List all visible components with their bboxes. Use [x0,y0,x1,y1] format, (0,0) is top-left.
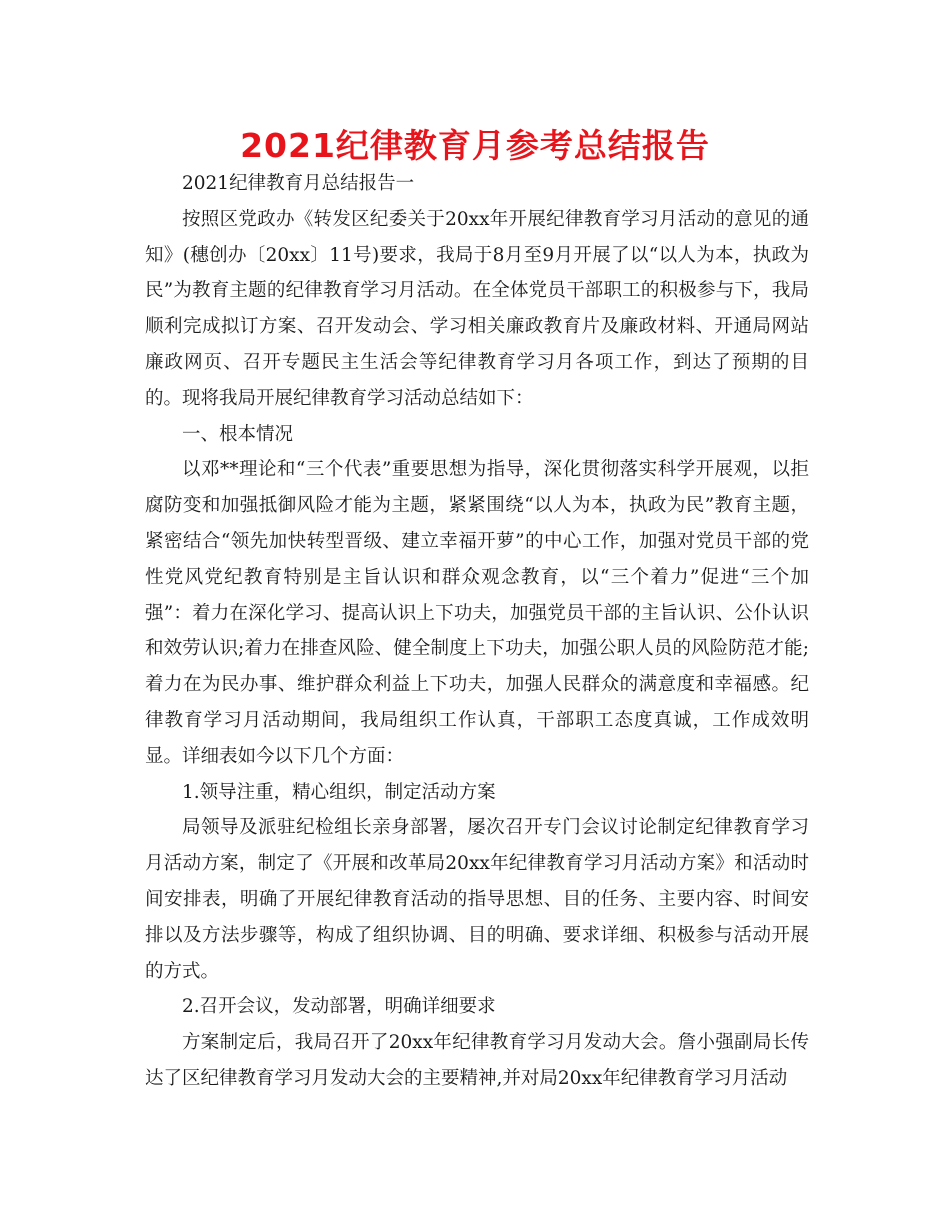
subsection-heading: 1.领导注重，精心组织，制定活动方案 [182,781,496,803]
subsection-paragraph: 方案制定后，我局召开了20xx年纪律教育学习月发动大会。詹小强副局长传达了区纪律教育学习月发动大会的主要精神,并对局20xx年纪律教育学习月活动 [145,1032,809,1089]
subsection-heading: 2.召开会议，发动部署，明确详细要求 [182,996,496,1018]
subsection-paragraph: 局领导及派驻纪检组长亲身部署，屡次召开专门会议讨论制定纪律教育学习月活动方案，制定了《开展和改革局20xx年纪律教育学习月活动方案》和活动时间安排表，明确了开展纪律教育活动的指导思想、目的任务、主要内容、时间安排以及方法步骤等，构成了组织协调、目的明确、要求详细、积极参与活动开展的方式。 [145,817,809,982]
section-heading: 一、根本情况 [182,423,294,445]
subtitle-paragraph: 2021纪律教育月总结报告一 [182,173,415,194]
intro-paragraph: 按照区党政办《转发区纪委关于20xx年开展纪律教育学习月活动的意见的通知》(穗创办〔20xx〕11号)要求，我局于8月至9月开展了以“以人为本，执政为民”为教育主题的纪律教育学习月活动。在全体党员干部职工的积极参与下，我局顺利完成拟订方案、召开发动会、学习相关廉政教育片及廉政材料、开通局网站廉政网页、召开专题民主生活会等纪律教育学习月各项工作，到达了预期的目的。现将我局开展纪律教育学习活动总结如下： [145,208,809,409]
section-paragraph: 以邓**理论和“三个代表”重要思想为指导，深化贯彻落实科学开展观，以拒腐防变和加强抵御风险才能为主题，紧紧围绕“以人为本，执政为民”教育主题，紧密结合“领先加快转型晋级、建立幸福开萝”的中心工作，加强对党员干部的党性党风党纪教育特别是主旨认识和群众观念教育，以“三个着力”促进“三个加强”：着力在深化学习、提高认识上下功夫，加强党员干部的主旨认识、公仆认识和效劳认识;着力在排查风险、健全制度上下功夫，加强公职人员的风险防范才能;着力在为民办事、维护群众利益上下功夫，加强人民群众的满意度和幸福感。纪律教育学习月活动期间，我局组织工作认真，干部职工态度真诚，工作成效明显。详细表如今以下几个方面： [145,459,809,767]
document-body [145,166,809,1097]
document-title: 2021纪律教育月参考总结报告 [240,126,710,165]
